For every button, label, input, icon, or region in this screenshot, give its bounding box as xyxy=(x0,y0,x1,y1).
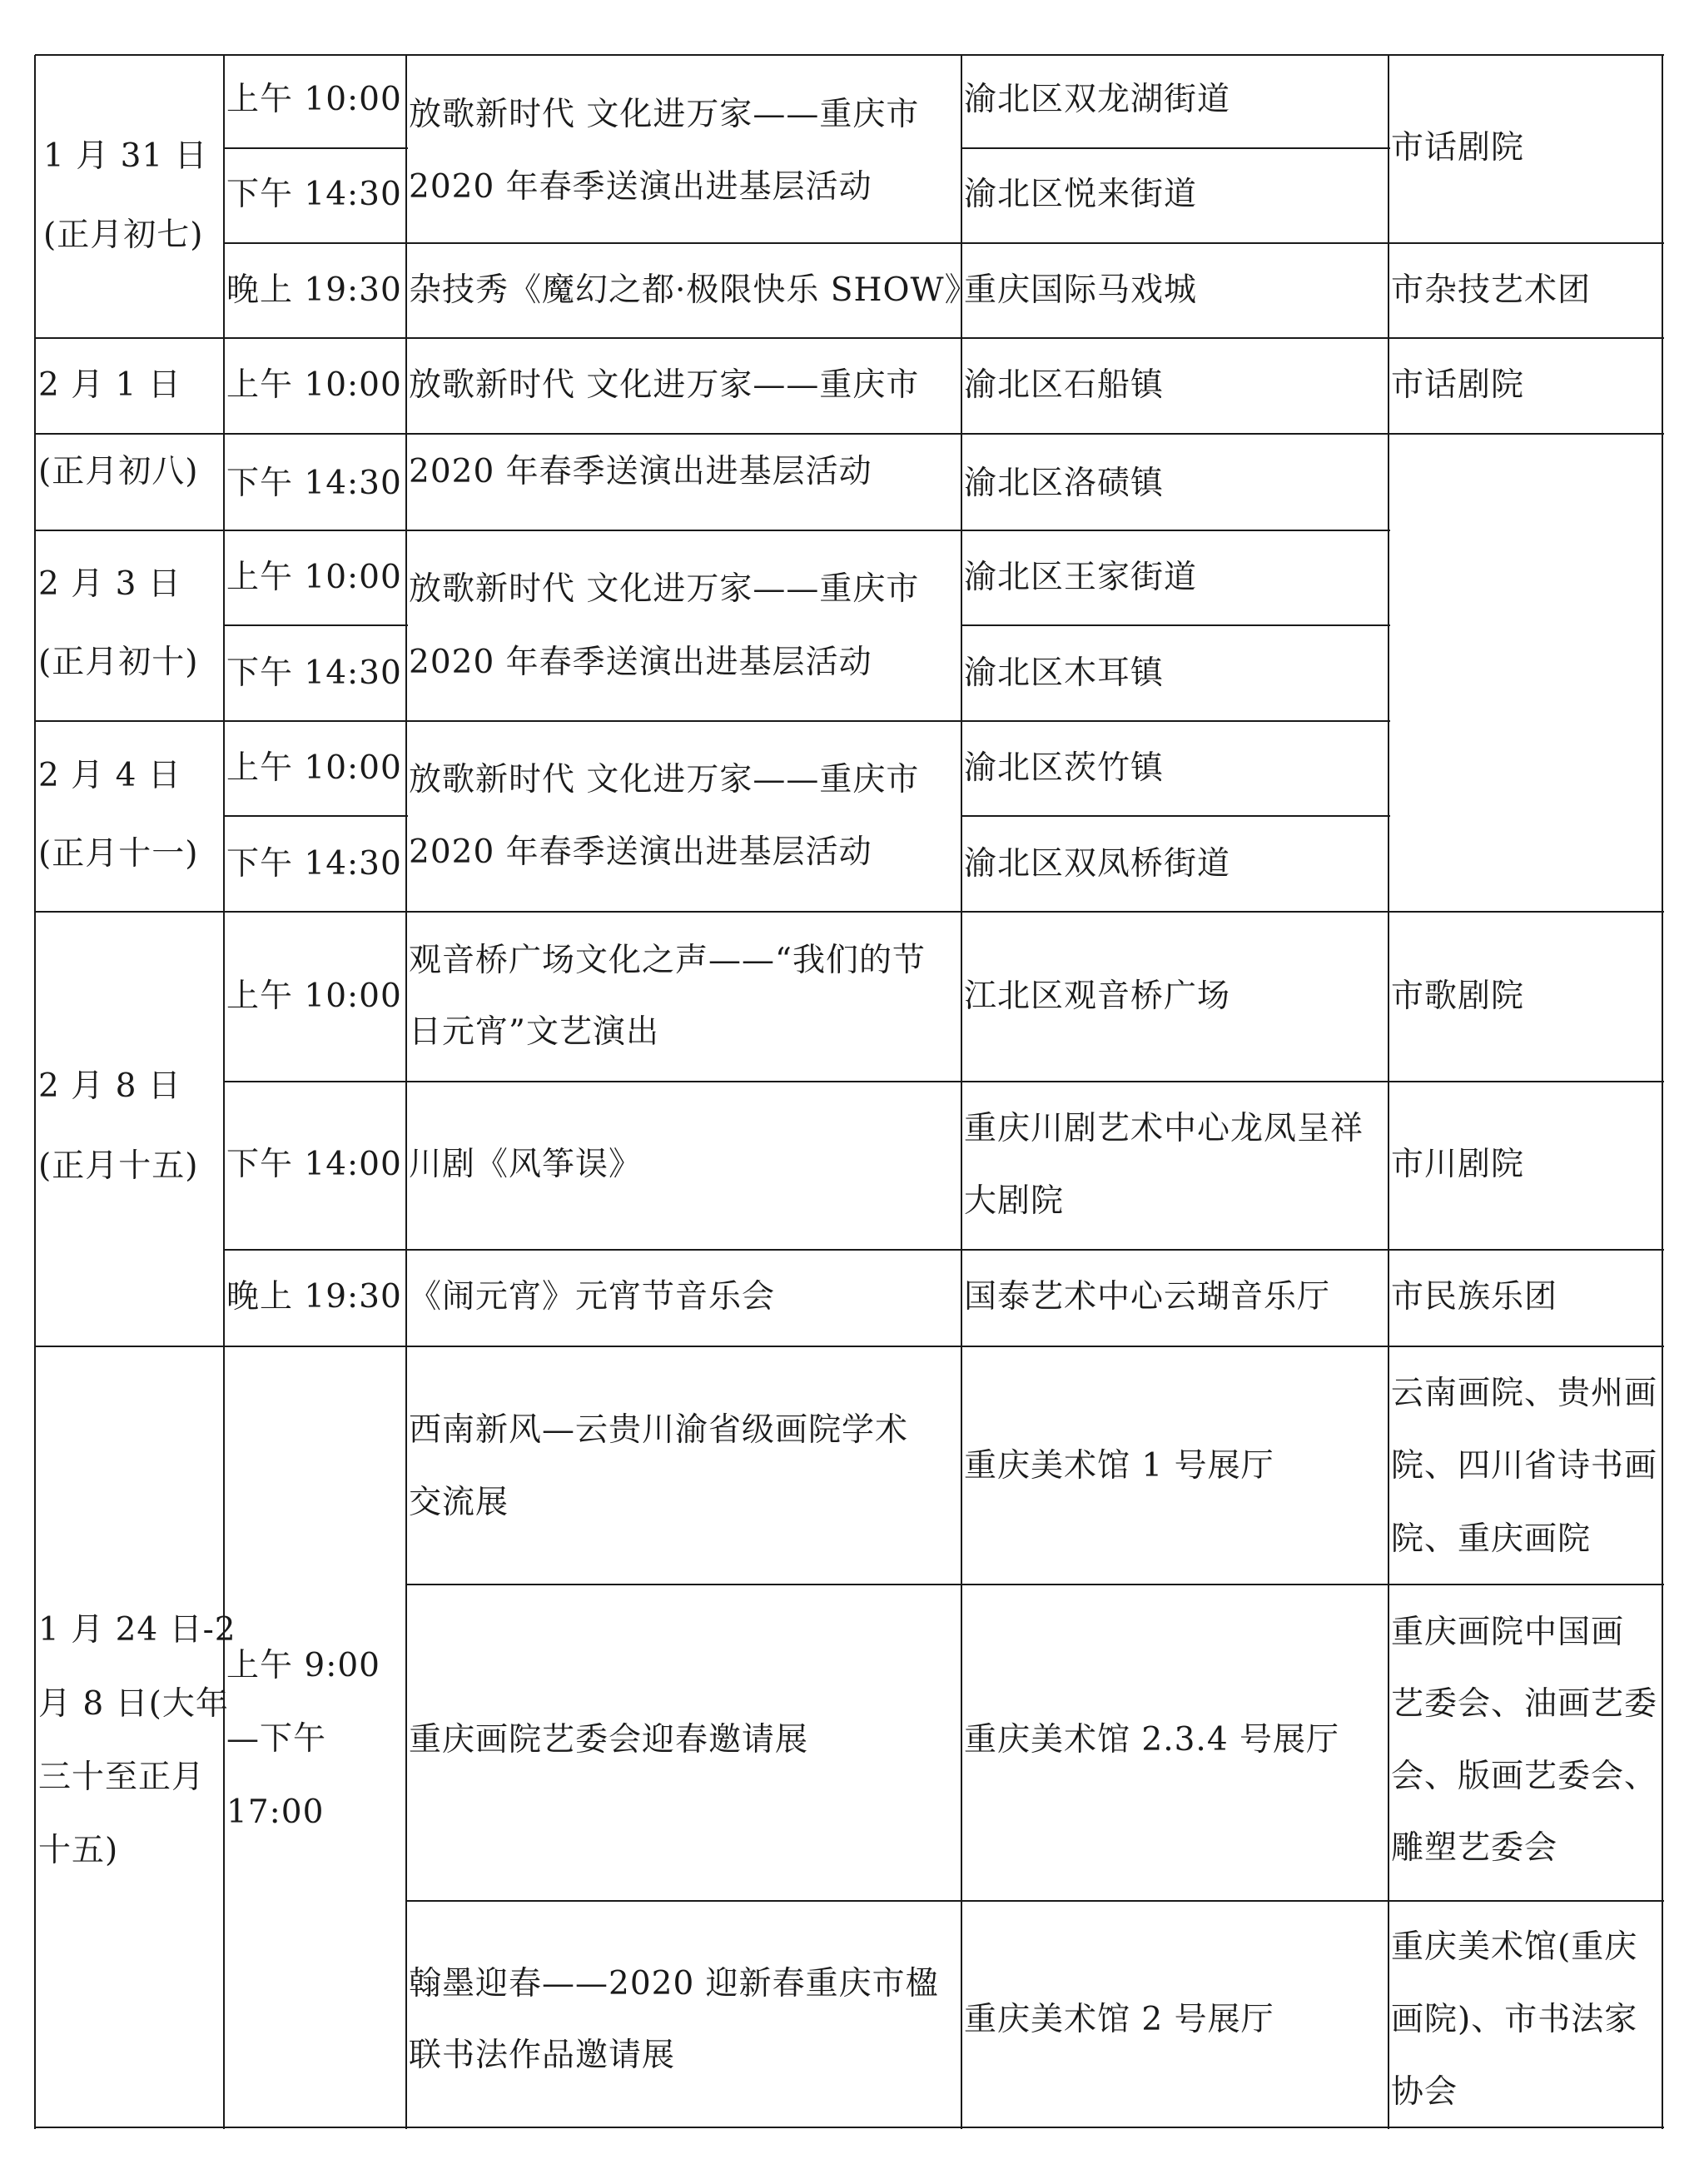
date-cell: (正月初十) xyxy=(38,644,199,681)
program-cell: 西南新风—云贵川渝省级画院学术 xyxy=(409,1411,909,1449)
time-cell: 晚上 19:30 xyxy=(226,1278,402,1316)
row-divider xyxy=(35,1346,1664,1347)
organizer-cell: 会、版画艺委会、 xyxy=(1391,1758,1658,1795)
program-cell: 放歌新时代 文化进万家——重庆市 xyxy=(409,96,920,133)
column-divider xyxy=(1388,55,1389,2129)
row-divider xyxy=(224,242,1664,244)
row-divider xyxy=(35,720,1390,722)
program-cell: 翰墨迎春——2020 迎新春重庆市楹 xyxy=(409,1965,939,2002)
organizer-cell: 院、重庆画院 xyxy=(1391,1520,1592,1558)
time-cell: 下午 14:30 xyxy=(226,654,402,692)
time-cell: 晚上 19:30 xyxy=(226,271,402,309)
organizer-cell: 画院)、市书法家 xyxy=(1391,2001,1638,2038)
venue-cell: 重庆川剧艺术中心龙凤呈祥 xyxy=(964,1110,1364,1147)
date-cell: 2 月 4 日 xyxy=(38,757,181,794)
program-cell: 川剧《风筝误》 xyxy=(409,1146,643,1183)
time-cell: 上午 9:00 xyxy=(226,1647,380,1684)
date-cell: (正月十一) xyxy=(38,835,199,873)
venue-cell: 渝北区茨竹镇 xyxy=(964,749,1165,787)
row-divider xyxy=(224,1081,1664,1082)
date-cell: 2 月 3 日 xyxy=(38,565,181,603)
column-divider xyxy=(405,55,407,2129)
row-divider xyxy=(35,911,1664,913)
date-cell: 2 月 8 日 xyxy=(38,1067,181,1105)
time-cell: 下午 14:00 xyxy=(226,1146,402,1183)
program-cell: 放歌新时代 文化进万家——重庆市 xyxy=(409,570,920,608)
venue-cell: 渝北区双龙湖街道 xyxy=(964,81,1231,118)
venue-cell: 渝北区洛碛镇 xyxy=(964,465,1165,502)
row-divider xyxy=(224,815,408,817)
program-cell: 重庆画院艺委会迎春邀请展 xyxy=(409,1721,809,1759)
row-divider xyxy=(961,147,1390,149)
organizer-cell: 艺委会、油画艺委 xyxy=(1391,1685,1658,1723)
row-divider xyxy=(224,147,408,149)
organizer-cell: 云南画院、贵州画 xyxy=(1391,1375,1658,1412)
venue-cell: 重庆美术馆 1 号展厅 xyxy=(964,1447,1274,1485)
program-cell: 交流展 xyxy=(409,1484,509,1521)
time-cell: 上午 10:00 xyxy=(226,559,402,596)
program-cell: 日元宵”文艺演出 xyxy=(409,1013,659,1051)
organizer-cell: 雕塑艺委会 xyxy=(1391,1829,1558,1867)
program-cell: 观音桥广场文化之声——“我们的节 xyxy=(409,942,926,979)
venue-cell: 渝北区悦来街道 xyxy=(964,176,1198,213)
row-divider xyxy=(406,1900,1664,1902)
program-cell: 2020 年春季送演出进基层活动 xyxy=(409,644,872,681)
date-cell: 月 8 日(大年 xyxy=(38,1685,229,1723)
program-cell: 《闹元宵》元宵节音乐会 xyxy=(409,1278,776,1316)
row-divider xyxy=(35,433,1664,435)
venue-cell: 渝北区双凤桥街道 xyxy=(964,845,1231,883)
organizer-cell: 院、四川省诗书画 xyxy=(1391,1447,1658,1485)
time-cell: 下午 14:30 xyxy=(226,176,402,213)
date-cell: 2 月 1 日 xyxy=(38,366,181,404)
date-cell: 三十至正月 xyxy=(38,1759,206,1796)
organizer-cell: 重庆美术馆(重庆 xyxy=(1391,1928,1638,1966)
column-divider xyxy=(223,55,225,2129)
time-cell: 下午 14:30 xyxy=(226,845,402,883)
column-divider xyxy=(34,55,36,2129)
venue-cell: 重庆美术馆 2.3.4 号展厅 xyxy=(964,1721,1340,1759)
row-divider xyxy=(406,1584,1664,1585)
row-divider xyxy=(961,624,1390,626)
organizer-cell: 市话剧院 xyxy=(1391,366,1525,404)
venue-cell: 渝北区石船镇 xyxy=(964,366,1165,404)
time-cell: 上午 10:00 xyxy=(226,978,402,1015)
row-divider xyxy=(224,624,408,626)
row-divider xyxy=(35,54,1664,56)
organizer-cell: 市杂技艺术团 xyxy=(1391,271,1592,309)
time-cell: 上午 10:00 xyxy=(226,749,402,787)
row-divider xyxy=(224,1249,1664,1251)
program-cell: 2020 年春季送演出进基层活动 xyxy=(409,833,872,871)
date-cell: 1 月 31 日 xyxy=(43,137,208,175)
venue-cell: 国泰艺术中心云瑚音乐厅 xyxy=(964,1278,1331,1316)
program-cell: 杂技秀《魔幻之都·极限快乐 SHOW》 xyxy=(409,271,978,309)
venue-cell: 大剧院 xyxy=(964,1182,1065,1220)
time-cell: 17:00 xyxy=(226,1793,325,1831)
time-cell: 下午 14:30 xyxy=(226,465,402,502)
venue-cell: 重庆国际马戏城 xyxy=(964,271,1198,309)
date-cell: (正月初七) xyxy=(43,216,204,254)
row-divider xyxy=(35,530,1390,531)
time-cell: —下午 xyxy=(226,1720,327,1758)
program-cell: 2020 年春季送演出进基层活动 xyxy=(409,453,872,490)
time-cell: 上午 10:00 xyxy=(226,366,402,404)
date-cell: 十五) xyxy=(38,1832,119,1869)
venue-cell: 重庆美术馆 2 号展厅 xyxy=(964,2001,1274,2038)
organizer-cell: 市话剧院 xyxy=(1391,129,1525,167)
date-cell: 1 月 24 日-2 xyxy=(38,1611,236,1649)
venue-cell: 江北区观音桥广场 xyxy=(964,978,1231,1015)
column-divider xyxy=(1662,55,1663,2129)
column-divider xyxy=(961,55,962,2129)
time-cell: 上午 10:00 xyxy=(226,81,402,118)
organizer-cell: 市民族乐团 xyxy=(1391,1278,1558,1316)
date-cell: (正月十五) xyxy=(38,1147,199,1185)
date-cell: (正月初八) xyxy=(38,453,199,490)
program-cell: 放歌新时代 文化进万家——重庆市 xyxy=(409,761,920,798)
program-cell: 放歌新时代 文化进万家——重庆市 xyxy=(409,366,920,404)
venue-cell: 渝北区王家街道 xyxy=(964,559,1198,596)
organizer-cell: 市川剧院 xyxy=(1391,1146,1525,1183)
row-divider xyxy=(961,815,1390,817)
organizer-cell: 重庆画院中国画 xyxy=(1391,1614,1625,1651)
venue-cell: 渝北区木耳镇 xyxy=(964,654,1165,692)
row-divider xyxy=(35,337,1664,339)
program-cell: 2020 年春季送演出进基层活动 xyxy=(409,168,872,206)
organizer-cell: 市歌剧院 xyxy=(1391,978,1525,1015)
program-cell: 联书法作品邀请展 xyxy=(409,2037,676,2074)
organizer-cell: 协会 xyxy=(1391,2073,1458,2111)
